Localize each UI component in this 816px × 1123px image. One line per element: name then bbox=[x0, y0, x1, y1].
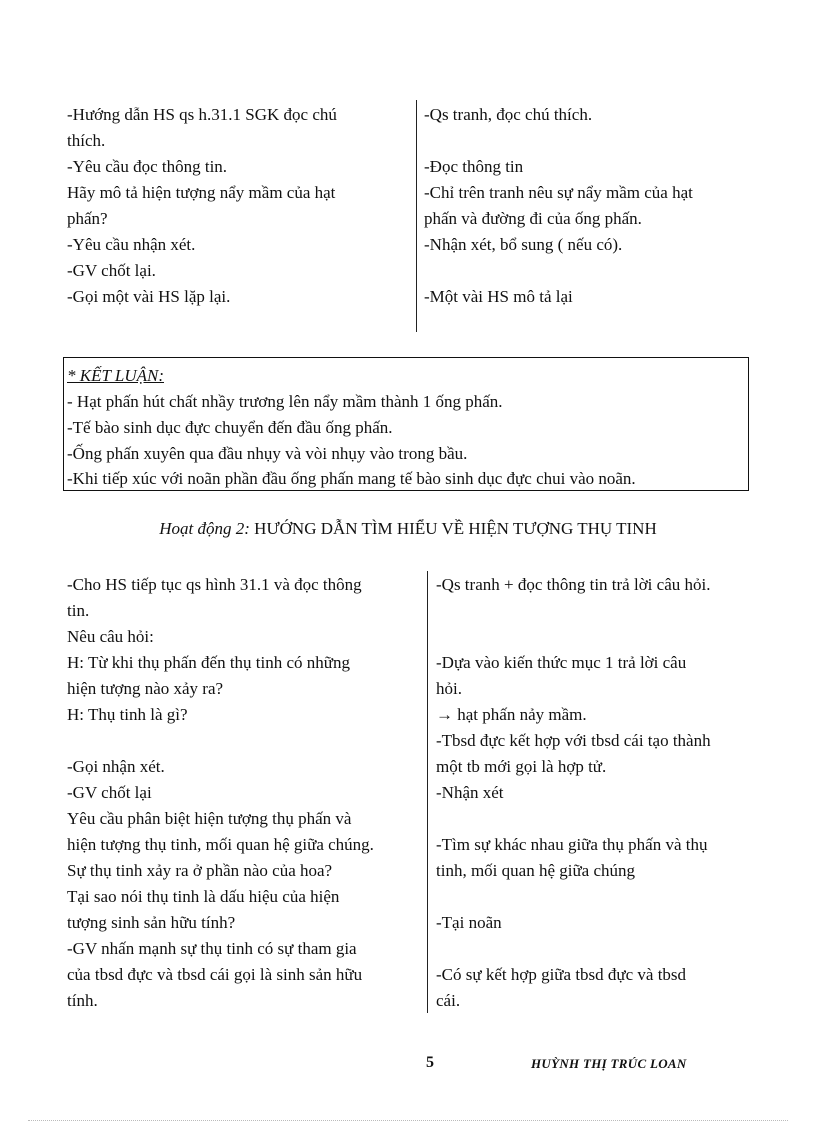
t2-right-line: -Có sự kết hợp giữa tbsd đực và tbsd bbox=[436, 965, 687, 984]
t2-left-line: tính. bbox=[67, 991, 98, 1010]
t2-right-line: -Tbsd đực kết hợp với tbsd cái tạo thành bbox=[436, 731, 711, 750]
t2-right-line: -Nhận xét bbox=[436, 783, 504, 802]
t2-left-line: -GV chốt lại bbox=[67, 783, 152, 802]
t2-left-line: tượng sinh sản hữu tính? bbox=[67, 913, 236, 932]
t2-left-line: -GV nhấn mạnh sự thụ tinh có sự tham gia bbox=[67, 939, 357, 958]
t2-left-line: hiện tượng nào xảy ra? bbox=[67, 679, 224, 698]
page-number: 5 bbox=[426, 1054, 434, 1071]
t2-right-line: -Tìm sự khác nhau giữa thụ phấn và thụ bbox=[436, 835, 708, 854]
t2-left-line: của tbsd đực và tbsd cái gọi là sinh sản hữu bbox=[67, 965, 363, 984]
t1-right-line: -Nhận xét, bổ sung ( nếu có). bbox=[424, 235, 623, 254]
t2-right-line: cái. bbox=[436, 991, 461, 1010]
t1-left-line: Hãy mô tả hiện tượng nẩy mầm của hạt bbox=[67, 183, 336, 202]
t1-right-line: -Đọc thông tin bbox=[424, 157, 524, 176]
conclusion-title: * KẾT LUẬN: bbox=[67, 366, 164, 385]
author-name: HUỲNH THỊ TRÚC LOAN bbox=[531, 1056, 687, 1071]
conclusion-line: -Khi tiếp xúc với noãn phần đầu ống phấn mang tế bào sinh dục đực chui vào noãn. bbox=[67, 469, 636, 488]
t2-right-line: một tb mới gọi là hợp tử. bbox=[436, 757, 607, 776]
t2-left-line: H: Từ khi thụ phấn đến thụ tinh có những bbox=[67, 653, 351, 672]
t2-left-line: Tại sao nói thụ tinh là dấu hiệu của hiện bbox=[67, 887, 340, 906]
t2-right-line: -Qs tranh + đọc thông tin trả lời câu hỏi. bbox=[436, 575, 711, 594]
column-divider bbox=[416, 100, 417, 332]
t2-left-line: tin. bbox=[67, 601, 90, 620]
t1-left-line: -Yêu cầu nhận xét. bbox=[67, 235, 196, 254]
t2-left-line: Sự thụ tinh xảy ra ở phần nào của hoa? bbox=[67, 861, 333, 880]
conclusion-line: -Ống phấn xuyên qua đầu nhụy và vòi nhụy vào trong bầu. bbox=[67, 444, 468, 463]
t2-left-line: Yêu cầu phân biệt hiện tượng thụ phấn và bbox=[67, 809, 352, 828]
column-divider bbox=[427, 571, 428, 1013]
t2-right-line: -Tại noãn bbox=[436, 913, 502, 932]
activity-title: HƯỚNG DẪN TÌM HIỂU VỀ HIỆN TƯỢNG THỤ TINH bbox=[254, 519, 657, 538]
t2-right-line: -Dựa vào kiến thức mục 1 trả lời câu bbox=[436, 653, 687, 672]
t2-left-line: H: Thụ tinh là gì? bbox=[67, 705, 188, 724]
t1-right-line: -Một vài HS mô tả lại bbox=[424, 287, 573, 306]
activity-heading bbox=[0, 519, 816, 539]
t2-left-line: -Cho HS tiếp tục qs hình 31.1 và đọc thông bbox=[67, 575, 362, 594]
conclusion-line: -Tế bào sinh dục đực chuyển đến đầu ống phấn. bbox=[67, 418, 393, 437]
t1-left-line: -Gọi một vài HS lặp lại. bbox=[67, 287, 231, 306]
t2-left-line: hiện tượng thụ tinh, mối quan hệ giữa chúng. bbox=[67, 835, 374, 854]
t1-left-line: phấn? bbox=[67, 209, 108, 228]
t1-left-line: -Hướng dẫn HS qs h.31.1 SGK đọc chú bbox=[67, 105, 337, 124]
t2-right-line: tinh, mối quan hệ giữa chúng bbox=[436, 861, 636, 880]
t1-left-line: -GV chốt lại. bbox=[67, 261, 156, 280]
conclusion-line: - Hạt phấn hút chất nhầy trương lên nẩy mầm thành 1 ống phấn. bbox=[67, 392, 503, 411]
activity-lead: Hoạt động 2: bbox=[159, 519, 250, 538]
t1-left-line: thích. bbox=[67, 131, 106, 150]
t2-left-line: -Gọi nhận xét. bbox=[67, 757, 165, 776]
t1-right-line: -Qs tranh, đọc chú thích. bbox=[424, 105, 593, 124]
t1-left-line: -Yêu cầu đọc thông tin. bbox=[67, 157, 228, 176]
t2-right-line: hỏi. bbox=[436, 679, 462, 698]
t2-right-line: → hạt phấn nảy mầm. bbox=[436, 705, 587, 724]
t1-right-line: phấn và đường đi của ống phấn. bbox=[424, 209, 642, 228]
page-edge-divider bbox=[28, 1120, 788, 1121]
t2-left-line: Nêu câu hỏi: bbox=[67, 627, 154, 646]
t1-right-line: -Chỉ trên tranh nêu sự nẩy mầm của hạt bbox=[424, 183, 693, 202]
